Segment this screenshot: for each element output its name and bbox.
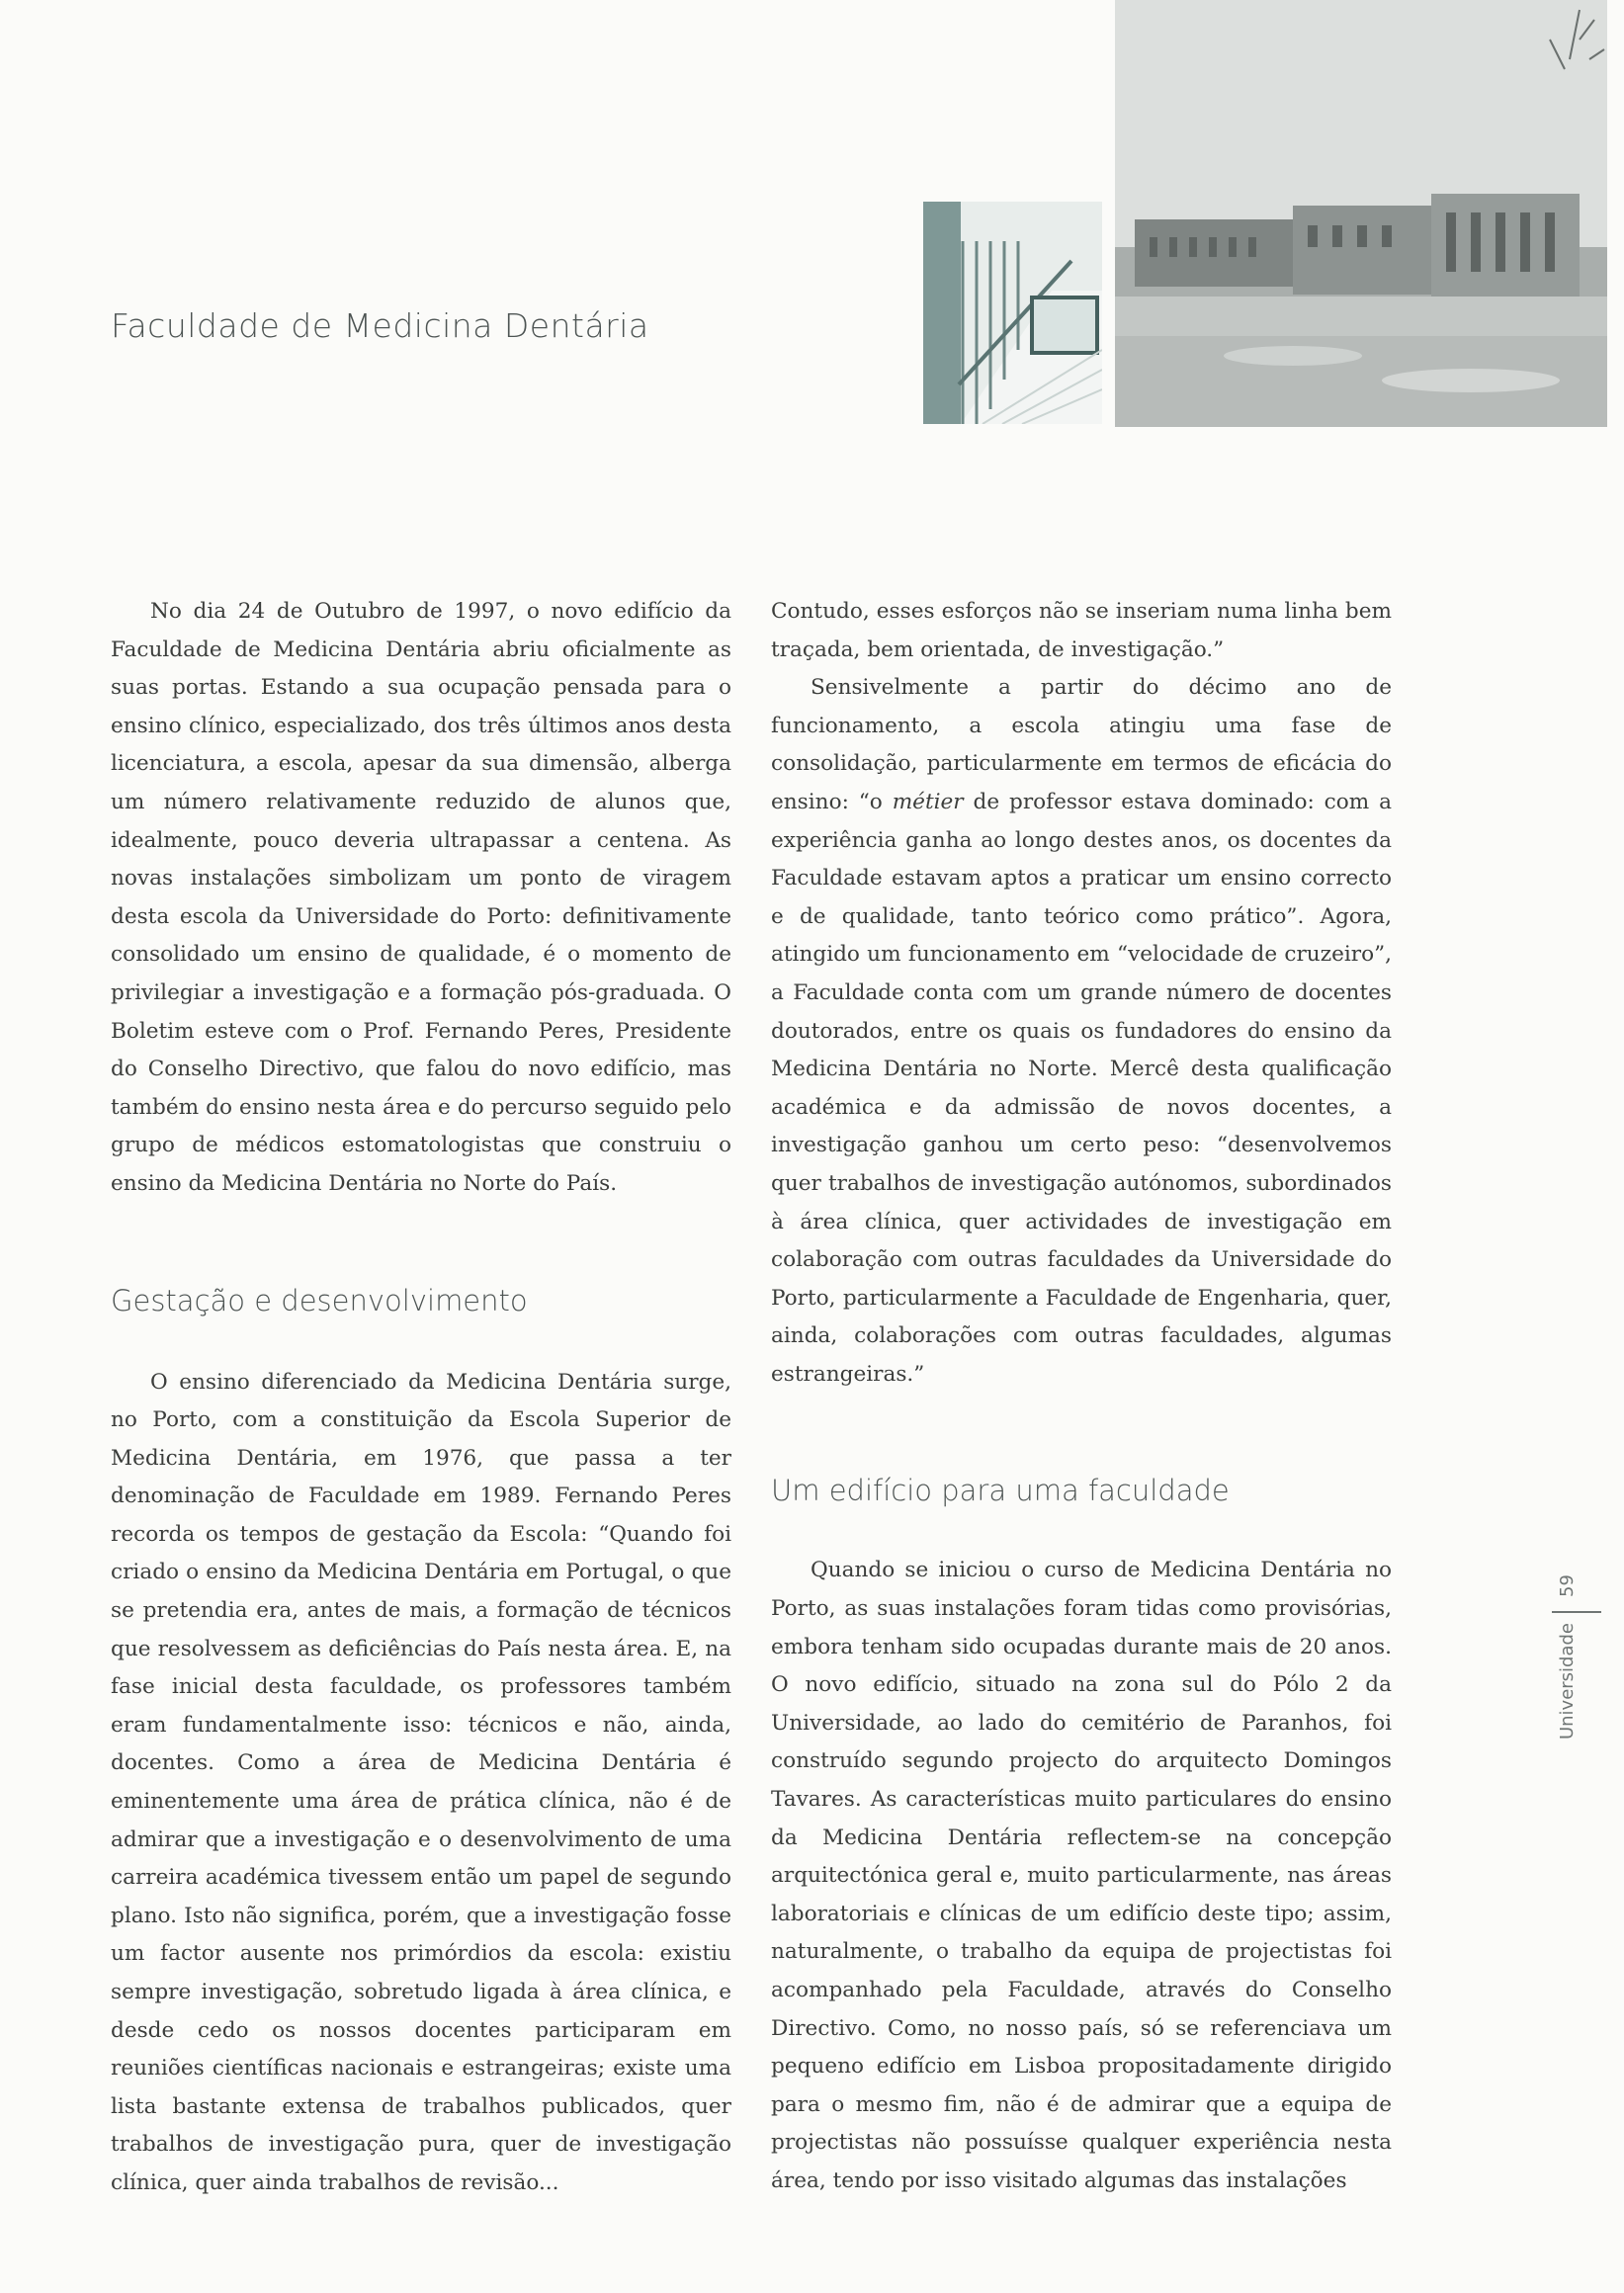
side-label-rotated [1538,1544,1597,1741]
paragraph-text-start: Sensivelmente a partir do décimo ano de funcionamento, a escola atingiu uma fase de consolidação, particularmente em termos de eficácia do ensino: “o [771,675,1392,814]
article-title: Faculdade de Medicina Dentária [111,306,649,345]
side-margin-label [1538,1544,1597,1741]
section-heading-gestacao: Gestação e desenvolvimento [111,1283,528,1317]
right-column [771,593,1392,2201]
intro-paragraph: No dia 24 de Outubro de 1997, o novo edifício da Faculdade de Medicina Dentária abriu oficialmente as suas portas. Estando a sua ocupação pensada para o ensino clínico, especializado, dos três últimos anos desta licenciatura, a escola, apesar da sua dimensão, alberga um número relativamente reduzido de alunos que, idealmente, pouco deveria ultrapassar a centena. As novas instalações simbolizam um ponto de viragem desta escola da Universidade do Porto: definitivamente consolidado um ensino de qualidade, é o momento de privilegiar a investigação e a formação pós-graduada. O Boletim esteve com o Prof. Fernando Peres, Presidente do Conselho Directivo, que falou do novo edifício, mas também do ensino nesta área e do percurso seguido pelo grupo de médicos estomatologistas que construiu o ensino da Medicina Dentária no Norte do País. [111,599,731,1196]
building-exterior-photo [1115,0,1607,427]
continuation-paragraph: Contudo, esses esforços não se inseriam numa linha bem traçada, bem orientada, de investigação.” [771,599,1392,662]
body-paragraph-edificio: Quando se iniciou o curso de Medicina Dentária no Porto, as suas instalações foram tidas como provisórias, embora tenham sido ocupadas durante mais de 20 anos. O novo edifício, situado na zona sul do Pólo 2 da Universidade, ao lado do cemitério de Paranhos, foi construído segundo projecto do arquitecto Domingos Tavares. As características muito particulares do ensino da Medicina Dentária reflectem-se na concepção arquitectónica geral e, muito particularmente, nas áreas laboratoriais e clínicas de um edifício deste tipo; assim, naturalmente, o trabalho da equipa de projectistas foi acompanhado pela Faculdade, através do Conselho Directivo. Como, no nosso país, só se referenciava um pequeno edifício em Lisboa propositadamente dirigido para o mesmo fim, não é de admirar que a equipa de projectistas não possuísse qualquer experiência nesta área, tendo por isso visitado algumas das instalações [771,1558,1392,2193]
consolidation-paragraph [771,669,1392,1394]
section-name: Universidade [1557,1623,1578,1741]
emphasis-metier: métier [892,789,964,814]
section-heading-edificio: Um edifício para uma faculdade [771,1474,1230,1508]
divider [1552,1611,1601,1613]
page-number: 59 [1557,1574,1578,1597]
left-column [111,593,731,2203]
paragraph-text-end: de professor estava dominado: com a experiência ganha ao longo destes anos, os docentes da Faculdade estavam aptos a praticar um ensino correcto e de qualidade, tanto teórico como prático”. Agora, atingido um funcionamento em “velocidade de cruzeiro”, a Faculdade conta com um grande número de docentes doutorados, entre os quais os fundadores do ensino da Medicina Dentária no Norte. Mercê desta qualificação académica e da admissão de novos docentes, a investigação ganhou um certo peso: “desenvolvemos quer trabalhos de investigação autónomos, subordinados à área clínica, quer actividades de investigação em colaboração com outras faculdades da Universidade do Porto, particularmente a Faculdade de Engenharia, quer, ainda, colaborações com outras faculdades, algumas estrangeiras.” [771,789,1392,1387]
stairwell-photo [923,202,1102,424]
body-paragraph-gestacao: O ensino diferenciado da Medicina Dentária surge, no Porto, com a constituição da Escola Superior de Medicina Dentária, em 1976, que passa a ter denominação de Faculdade em 1989. Fernando Peres recorda os tempos de gestação da Escola: “Quando foi criado o ensino da Medicina Dentária em Portugal, o que se pretendia era, antes de mais, a formação de técnicos que resolvessem as deficiências do País nesta área. E, na fase inicial desta faculdade, os professores também eram fundamentalmente isso: técnicos e não, ainda, docentes. Como a área de Medicina Dentária é eminentemente uma área de prática clínica, não é de admirar que a investigação e o desenvolvimento de uma carreira académica tivessem então um papel de segundo plano. Isto não significa, porém, que a investigação fosse um factor ausente nos primórdios da escola: existiu sempre investigação, sobretudo ligada à área clínica, e desde cedo os nossos docentes participaram em reuniões científicas nacionais e estrangeiras; existe uma lista bastante extensa de trabalhos publicados, quer trabalhos de investigação pura, quer de investigação clínica, quer ainda trabalhos de revisão... [111,1369,731,2195]
